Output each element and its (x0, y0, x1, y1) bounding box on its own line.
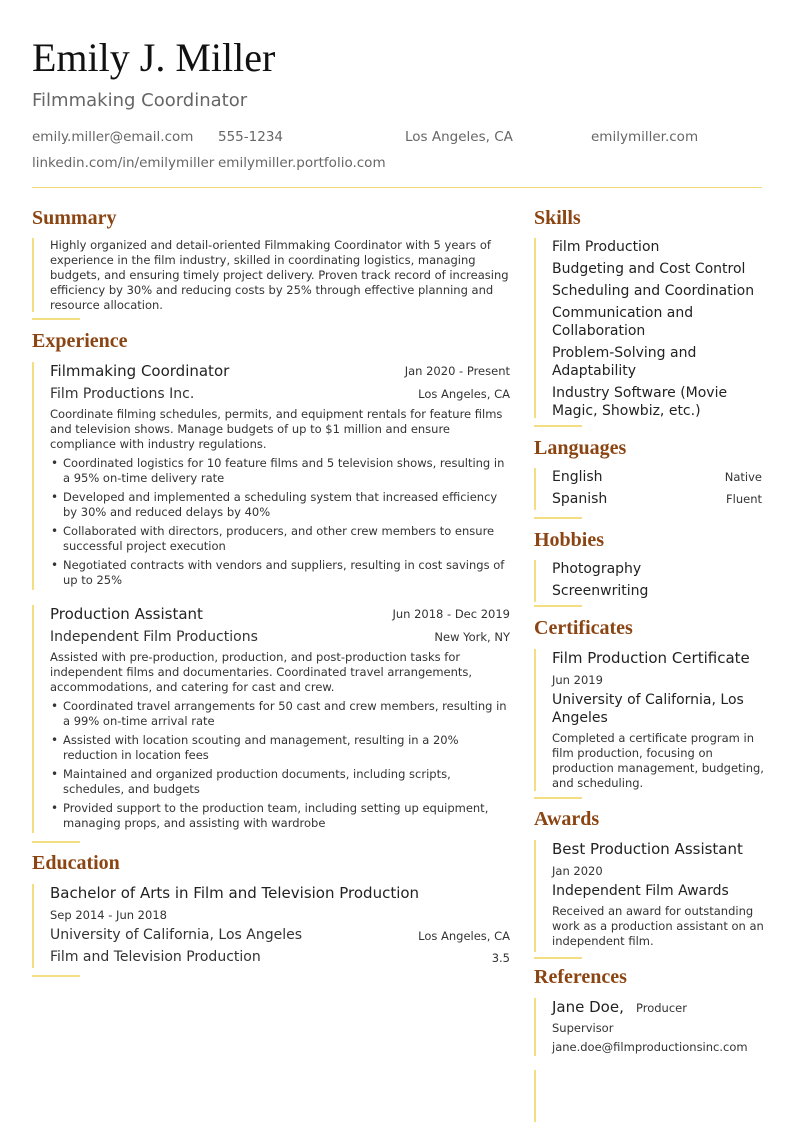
experience-heading: Experience (32, 330, 128, 352)
languages-accent-bar (534, 468, 536, 510)
references-heading: References (534, 966, 627, 988)
website-link[interactable]: emilymiller.com (591, 129, 699, 145)
skill-item: Problem-Solving and Adaptability (552, 345, 697, 379)
job-location: Los Angeles, CA (418, 387, 510, 401)
job-bullet: • Coordinated logistics for 10 feature films and 5 television shows, resulting in a 95% on-time delivery rate (51, 456, 505, 485)
hobbies-heading: Hobbies (534, 529, 605, 551)
gpa-value: 3.5 (491, 951, 510, 965)
bullet-icon: • (51, 524, 59, 538)
skill-item: Budgeting and Cost Control (552, 261, 746, 277)
school-name: University of California, Los Angeles (50, 927, 303, 943)
awards-divider (534, 957, 582, 959)
location-text: Los Angeles, CA (405, 129, 513, 145)
job-company: Film Productions Inc. (50, 386, 195, 402)
reference-role: Producer (636, 1001, 687, 1015)
header-divider (32, 187, 762, 188)
certificate-issuer: University of California, Los Angeles (552, 692, 744, 726)
skills-accent-bar (534, 238, 536, 418)
summary-divider (32, 318, 80, 320)
bullet-icon: • (51, 490, 59, 504)
job-bullet: • Maintained and organized production documents, including scripts, schedules, and budgets (51, 767, 451, 796)
job-title: Production Assistant (50, 605, 203, 623)
job-company: Independent Film Productions (50, 629, 258, 645)
linkedin-link[interactable]: linkedin.com/in/emilymiller (32, 155, 215, 171)
job-bullet: • Assisted with location scouting and management, resulting in a 20% reduction in location fees (51, 733, 459, 762)
award-name: Best Production Assistant (552, 840, 743, 858)
email-link[interactable]: emily.miller@email.com (32, 129, 194, 145)
skill-item: Scheduling and Coordination (552, 283, 755, 299)
language-level: Native (724, 470, 762, 484)
job-bullet: • Negotiated contracts with vendors and suppliers, resulting in cost savings of up to 25% (51, 558, 505, 587)
job-description: Assisted with pre-production, production, and post-production tasks for independent films and documentaries. Coordinated travel arrangements, accommodations, and catering for cast and crew. (50, 650, 473, 694)
award-issuer: Independent Film Awards (552, 883, 729, 899)
language-level: Fluent (726, 492, 762, 506)
bullet-icon: • (51, 699, 59, 713)
languages-heading: Languages (534, 437, 627, 459)
certificates-heading: Certificates (534, 617, 633, 639)
bullet-icon: • (51, 767, 59, 781)
school-location: Los Angeles, CA (418, 929, 510, 943)
portfolio-link[interactable]: emilymiller.portfolio.com (218, 155, 386, 171)
bullet-icon: • (51, 801, 59, 815)
experience-divider (32, 841, 80, 843)
bullet-icon: • (51, 558, 59, 572)
education-divider (32, 975, 80, 977)
education-dates: Sep 2014 - Jun 2018 (50, 908, 167, 922)
job-bullet: • Developed and implemented a scheduling system that increased efficiency by 30% and reduced delays by 40% (51, 490, 498, 519)
phone-number: 555-1234 (218, 129, 283, 145)
certificate-date: Jun 2019 (552, 673, 603, 687)
skills-heading: Skills (534, 207, 581, 229)
award-description: Received an award for outstanding work as a production assistant on an independent film. (552, 904, 764, 948)
hobby-item: Screenwriting (552, 583, 649, 599)
awards-accent-bar (534, 840, 536, 952)
job-dates: Jun 2018 - Dec 2019 (392, 607, 510, 621)
degree-title: Bachelor of Arts in Film and Television Production (50, 884, 420, 902)
award-date: Jan 2020 (552, 864, 603, 878)
job-location: New York, NY (434, 630, 510, 644)
job-accent-bar (32, 362, 34, 590)
hobbies-accent-bar (534, 560, 536, 602)
skill-item: Film Production (552, 239, 660, 255)
languages-divider (534, 517, 582, 519)
bullet-icon: • (51, 456, 59, 470)
job-description: Coordinate filming schedules, permits, and equipment rentals for feature films and television shows. Manage budgets of up to $1 million and ensure compliance with industry regulations. (50, 407, 503, 451)
candidate-title: Filmmaking Coordinator (32, 90, 248, 111)
skill-item: Industry Software (Movie Magic, Showbiz, etc.) (552, 385, 728, 419)
reference-email[interactable]: jane.doe@filmproductionsinc.com (552, 1040, 748, 1054)
job-bullet: • Provided support to the production team, including setting up equipment, managing props, and assisting with wardrobe (51, 801, 489, 830)
reference-role-continued: Supervisor (552, 1021, 614, 1035)
reference-name: Jane Doe, (552, 998, 624, 1016)
summary-heading: Summary (32, 207, 117, 229)
language-name: English (552, 469, 603, 485)
summary-accent-bar (32, 238, 34, 312)
awards-heading: Awards (534, 808, 600, 830)
education-heading: Education (32, 852, 120, 874)
job-dates: Jan 2020 - Present (404, 364, 510, 378)
certificate-name: Film Production Certificate (552, 649, 750, 667)
education-accent-bar (32, 884, 34, 968)
hobby-item: Photography (552, 561, 642, 577)
candidate-name: Emily J. Miller (32, 35, 276, 80)
job-accent-bar (32, 605, 34, 833)
certificate-description: Completed a certificate program in film production, focusing on production management, budgeting, and scheduling. (552, 731, 764, 790)
hobbies-divider (534, 605, 582, 607)
references-accent-bar (534, 998, 536, 1056)
job-bullet: • Coordinated travel arrangements for 50 cast and crew members, resulting in a 99% on-time arrival rate (51, 699, 507, 728)
job-title: Filmmaking Coordinator (50, 362, 230, 380)
bullet-icon: • (51, 733, 59, 747)
language-name: Spanish (552, 491, 608, 507)
certificates-divider (534, 797, 582, 799)
certificates-accent-bar (534, 649, 536, 791)
summary-text: Highly organized and detail-oriented Filmmaking Coordinator with 5 years of experience in the film industry, skilled in coordinating logistics, managing budgets, and ensuring timely project delivery. Proven track record of increasing efficiency by 30% and reducing costs by 25% through effective planning and resource allocation. (50, 238, 509, 312)
skills-divider (534, 425, 582, 427)
job-bullet: • Collaborated with directors, producers, and other crew members to ensure successful project execution (51, 524, 495, 553)
skill-item: Communication and Collaboration (552, 305, 694, 339)
field-of-study: Film and Television Production (50, 949, 261, 965)
references-accent-bar-lower (534, 1070, 536, 1122)
